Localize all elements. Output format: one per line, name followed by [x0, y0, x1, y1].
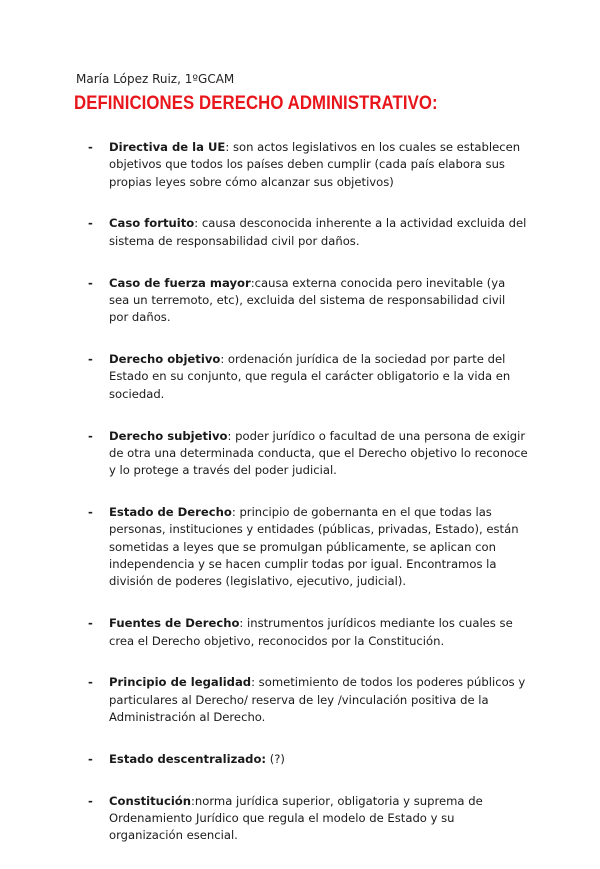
- list-dash: -: [88, 793, 93, 808]
- definition-term: Caso de fuerza mayor: [109, 275, 251, 290]
- definition-term: Estado descentralizado:: [109, 751, 267, 766]
- list-dash: -: [88, 428, 93, 443]
- definition-item: [88, 215, 528, 250]
- definition-text: : instrumentos jurídicos mediante los cuales se crea el Derecho objetivo, reconocidos por la Constitución.: [109, 616, 513, 648]
- list-dash: -: [88, 275, 93, 290]
- list-dash: -: [88, 751, 93, 766]
- definition-item: [88, 351, 528, 403]
- definition-text: : son actos legislativos en los cuales se establecen objetivos que todos los países deben cumplir (cada país elabora sus propias leyes sobre cómo alcanzar sus objetivos): [109, 140, 521, 189]
- list-dash: -: [88, 352, 93, 367]
- list-dash: -: [88, 616, 93, 631]
- definition-term: Estado de Derecho: [109, 505, 232, 520]
- definition-item: [88, 504, 528, 590]
- definition-text: :causa externa conocida pero inevitable (ya sea un terremoto, etc), excluida del sistema de responsabilidad civil por daños.: [109, 275, 506, 325]
- page-title: DEFINICIONES DERECHO ADMINISTRATIVO:: [74, 92, 438, 114]
- list-dash: -: [88, 216, 93, 231]
- definition-term: Constitución: [109, 793, 192, 808]
- definition-term: Fuentes de Derecho: [109, 616, 240, 631]
- definition-text: (?): [266, 751, 285, 766]
- definition-term: Derecho objetivo: [109, 352, 221, 367]
- list-dash: -: [88, 140, 93, 154]
- definition-text: : causa desconocida inherente a la actividad excluida del sistema de responsabilidad civil por daños.: [109, 216, 527, 248]
- definition-item: [88, 674, 528, 726]
- definition-term: Directiva de la UE: [109, 140, 226, 154]
- definition-text: : principio de gobernanta en el que todas las personas, instituciones y entidades (públicas, privadas, Estado), están sometidas a leyes que se promulgan públicamente, se aplican con independencia y se hacen cumplir todas por igual. Encontramos la división de poderes (legislativo, ejecutivo, judicial).: [109, 505, 519, 589]
- definition-term: Principio de legalidad: [109, 675, 252, 690]
- definition-item: [88, 428, 528, 480]
- definition-term: Derecho subjetivo: [109, 428, 228, 443]
- definition-text: :norma jurídica superior, obligatoria y suprema de Ordenamiento Jurídico que regula el modelo de Estado y su organización esencial.: [109, 793, 483, 843]
- definitions-list: [88, 139, 528, 869]
- list-dash: -: [88, 505, 93, 520]
- definition-item: [88, 615, 528, 650]
- definition-item: [88, 275, 528, 327]
- definition-text: : sometimiento de todos los poderes públicos y particulares al Derecho/ reserva de ley /vinculación positiva de la Administración al Derecho.: [109, 675, 526, 724]
- definition-text: : ordenación jurídica de la sociedad por parte del Estado en su conjunto, que regula el carácter obligatorio e la vida en sociedad.: [109, 352, 511, 401]
- author-line: María López Ruiz, 1ºGCAM: [76, 72, 235, 86]
- definition-term: Caso fortuito: [109, 216, 195, 231]
- definition-item: [88, 139, 528, 191]
- definition-item: [88, 793, 528, 845]
- definition-item: [88, 751, 528, 768]
- list-dash: -: [88, 675, 93, 690]
- definition-text: : poder jurídico o facultad de una persona de exigir de otra una determinada conducta, que el Derecho objetivo lo reconoce y lo protege a través del poder judicial.: [109, 428, 528, 478]
